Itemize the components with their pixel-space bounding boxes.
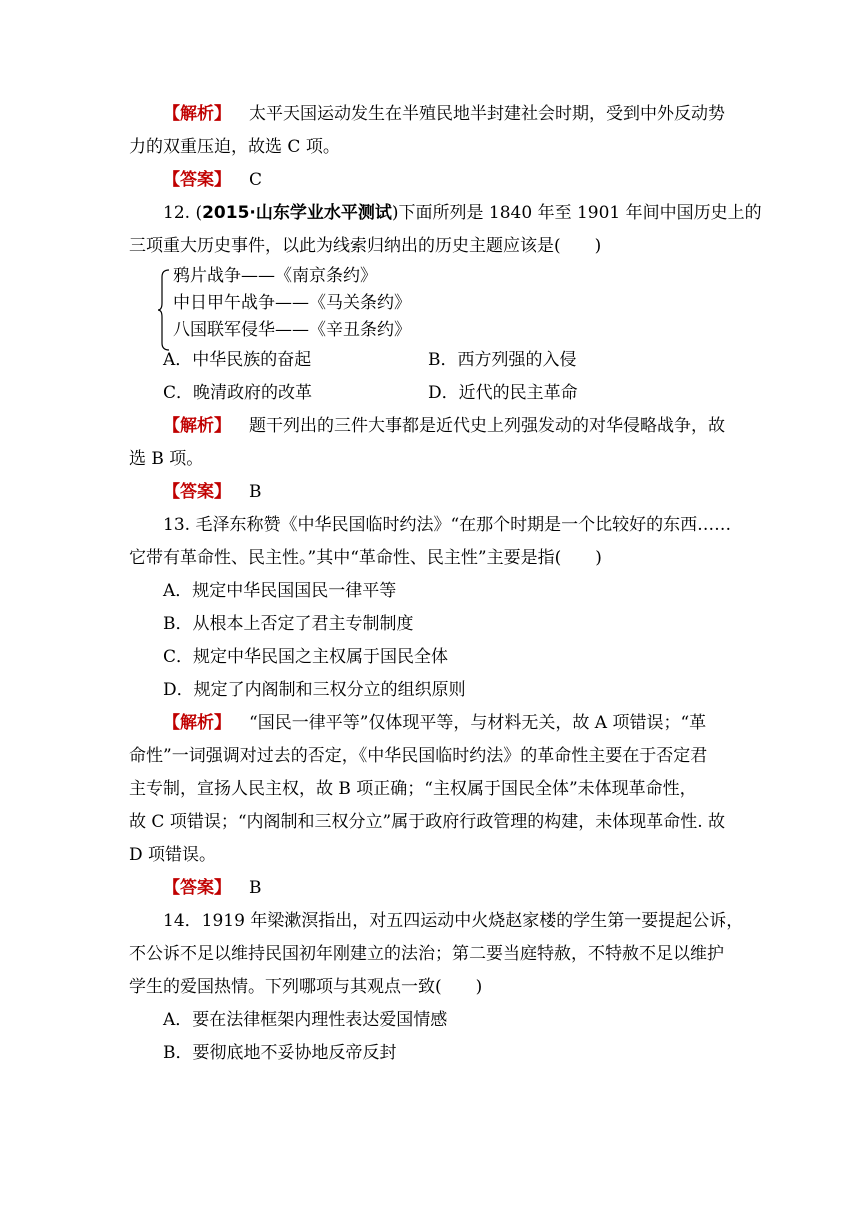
q13-option-c: C．规定中华民国之主权属于国民全体: [163, 647, 449, 667]
q12-source: 2015·山东学业水平测试: [202, 203, 392, 223]
q12-event-1: 鸦片战争——《南京条约》: [173, 266, 377, 286]
q14-stem-line-2: 不公诉不足以维持民国初年刚建立的法治；第二要当庭特赦，不特赦不足以维护: [129, 944, 724, 964]
q12-event-2: 中日甲午战争——《马关条约》: [173, 293, 411, 313]
q11-analysis-text-1: 太平天国运动发生在半殖民地半封建社会时期，受到中外反动势: [249, 104, 725, 124]
q13-analysis-line-1: [129, 707, 733, 740]
q12-option-d: D．近代的民主革命: [428, 383, 578, 403]
analysis-tag: 【解析】: [163, 416, 231, 436]
q12-number: 12. (: [163, 203, 203, 223]
q12-stem-line-1: [129, 197, 762, 230]
q12-options-row-2: [129, 377, 733, 410]
q14-option-a: A．要在法律框架内理性表达爱国情感: [163, 1010, 448, 1030]
q12-option-c: C．晚清政府的改革: [163, 383, 313, 403]
answer-tag: 【答案】: [163, 482, 231, 502]
q11-analysis-line-2: 力的双重压迫，故选 C 项。: [129, 137, 340, 157]
q14-option-b: B．要彻底地不妥协地反帝反封: [163, 1043, 397, 1063]
q12-options-row-1: [129, 344, 733, 377]
q13-analysis-text-1: “国民一律平等”仅体现平等，与材料无关，故 A 项错误；“革: [249, 713, 707, 733]
answer-tag: 【答案】: [163, 170, 231, 190]
analysis-tag: 【解析】: [163, 713, 231, 733]
q13-analysis-line-2: 命性”一词强调对过去的否定，《中华民国临时约法》的革命性主要在于否定君: [129, 746, 708, 766]
q13-stem-line-2: 它带有革命性、民主性。”其中“革命性、民主性”主要是指( ): [129, 548, 602, 568]
document-page: [129, 98, 762, 1070]
q12-stem-line-2: 三项重大历史事件，以此为线索归纳出的历史主题应该是( ): [129, 236, 602, 256]
q12-analysis-text-1: 题干列出的三件大事都是近代史上列强发动的对华侵略战争，故: [249, 416, 725, 436]
q12-answer: [129, 476, 733, 509]
q13-analysis-line-4: 故 C 项错误；“内阁制和三权分立”属于政府行政管理的构建，未体现革命性. 故: [129, 812, 726, 832]
q13-option-b: B．从根本上否定了君主专制制度: [163, 614, 414, 634]
q12-answer-value: B: [249, 482, 262, 502]
q13-analysis-line-5: D 项错误。: [129, 845, 217, 865]
q13-analysis-line-3: 主专制，宣扬人民主权，故 B 项正确；“主权属于国民全体”未体现革命性，: [129, 779, 697, 799]
q12-stem-rest: )下面所列是 1840 年至 1901 年间中国历史上的: [391, 203, 762, 223]
q12-option-b: B．西方列强的入侵: [428, 350, 577, 370]
q13-answer-value: B: [249, 878, 262, 898]
answer-tag: 【答案】: [163, 878, 231, 898]
q12-analysis-line-1: [129, 410, 733, 443]
analysis-tag: 【解析】: [163, 104, 231, 124]
q12-analysis-line-2: 选 B 项。: [129, 449, 204, 469]
q14-stem-line-1: 14．1919 年梁漱溟指出，对五四运动中火烧赵家楼的学生第一要提起公诉，: [163, 911, 744, 931]
q11-analysis-line-1: [129, 98, 733, 131]
q12-events-block: [129, 263, 733, 344]
q11-answer-value: C: [249, 170, 263, 190]
q11-answer: [129, 164, 733, 197]
q13-stem-line-1: 13. 毛泽东称赞《中华民国临时约法》“在那个时期是一个比较好的东西……: [163, 515, 732, 535]
q14-stem-line-3: 学生的爱国热情。下列哪项与其观点一致( ): [129, 977, 483, 997]
q12-option-a: A．中华民族的奋起: [163, 350, 312, 370]
brace-icon: [157, 269, 171, 351]
q13-option-a: A．规定中华民国国民一律平等: [163, 581, 397, 601]
q13-answer: [129, 872, 733, 905]
q12-event-3: 八国联军侵华——《辛丑条约》: [173, 320, 411, 340]
q13-option-d: D．规定了内阁制和三权分立的组织原则: [163, 680, 466, 700]
